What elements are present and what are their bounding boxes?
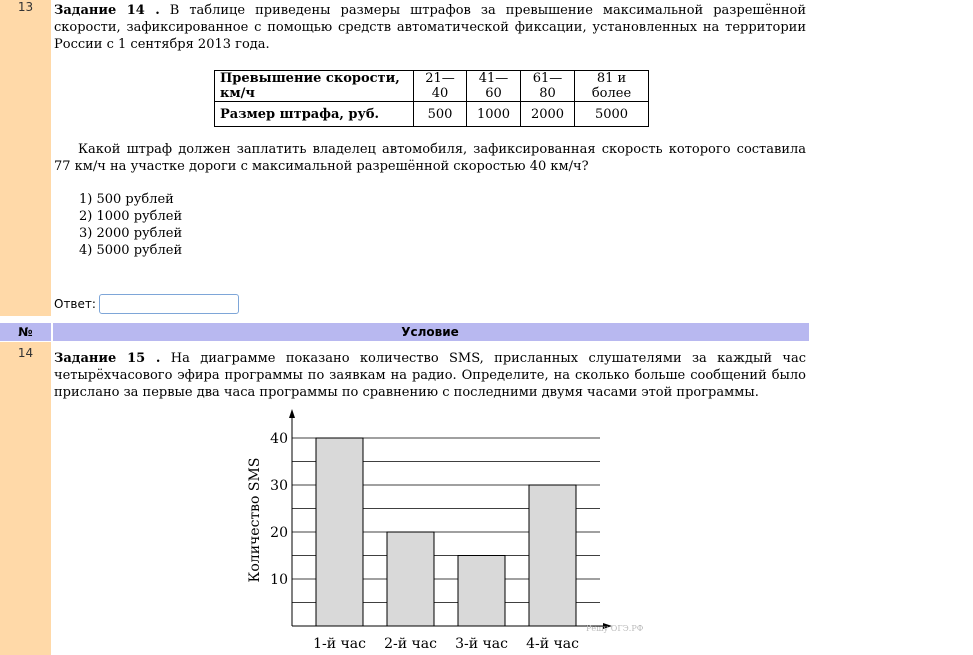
- x-tick-label: 4-й час: [526, 636, 579, 652]
- task-number-13: 13: [17, 0, 34, 14]
- y-axis-arrow: [289, 409, 295, 418]
- answer-label: Ответ:: [54, 297, 96, 311]
- task14-title: Задание 15 .: [54, 351, 161, 366]
- task13-text: В таблице приведены размеры штрафов за превышение максимальной разрешённой скорости, зафиксированное с помощью средств автоматической фиксации, установленных на территории России с 1 сентября 2013 года.: [54, 3, 806, 52]
- task13-title: Задание 14 .: [54, 3, 160, 18]
- table-row-label: Превышение скорости, км/ч: [215, 71, 414, 102]
- option-1: 1) 500 рублей: [79, 192, 174, 207]
- x-tick-labels: [313, 636, 579, 652]
- fines-table: [214, 70, 649, 127]
- table-cell: 2000: [521, 102, 575, 127]
- table-cell: 61—80: [521, 71, 575, 102]
- task14-statement: [54, 350, 806, 401]
- y-tick-label: 40: [270, 431, 288, 447]
- table-row: [215, 102, 649, 127]
- option-3: 3) 2000 рублей: [79, 226, 183, 241]
- bar-3: [458, 556, 505, 627]
- x-tick-label: 1-й час: [313, 636, 366, 652]
- answer-input[interactable]: [99, 294, 239, 314]
- y-tick-labels: [270, 431, 288, 588]
- y-axis-label: Количество SMS: [247, 457, 263, 583]
- x-tick-label: 3-й час: [455, 636, 508, 652]
- table-cell: 1000: [467, 102, 521, 127]
- y-tick-label: 10: [270, 572, 288, 588]
- task-number-cell-14: [0, 342, 51, 655]
- y-tick-label: 30: [270, 478, 288, 494]
- table-cell: 41—60: [467, 71, 521, 102]
- task13-question: Какой штраф должен заплатить владелец автомобиля, зафиксированная скорость которого составила 77 км/ч на участке дороги с максимальной разрешённой скоростью 40 км/ч?: [54, 142, 806, 174]
- task14-text: На диаграмме показано количество SMS, присланных слушателями за каждый час четырёхчасового эфира программы по заявкам на радио. Определите, на сколько больше сообщений было прислано за первые два часа программы по сравнению с последними двумя часами этой программы.: [54, 351, 807, 400]
- table-cell: 5000: [575, 102, 649, 127]
- answer-options: [79, 191, 182, 259]
- condition-header: [0, 323, 809, 341]
- header-title: Условие: [401, 325, 459, 339]
- task13-statement: [54, 2, 806, 53]
- watermark: Решу ОГЭ.РФ: [586, 624, 644, 633]
- table-cell: 81 и более: [575, 71, 649, 102]
- bar-2: [387, 532, 434, 626]
- table-row-label: Размер штрафа, руб.: [215, 102, 414, 127]
- x-tick-label: 2-й час: [384, 636, 437, 652]
- y-tick-label: 20: [270, 525, 288, 541]
- option-2: 2) 1000 рублей: [79, 209, 183, 224]
- bar-4: [529, 485, 576, 626]
- task-number-14: 14: [17, 346, 34, 360]
- table-row: [215, 71, 649, 102]
- bar-1: [316, 438, 363, 626]
- table-cell: 21—40: [414, 71, 467, 102]
- option-4: 4) 5000 рублей: [79, 243, 183, 258]
- table-cell: 500: [414, 102, 467, 127]
- sms-bar-chart: [230, 405, 644, 655]
- header-number: №: [18, 325, 33, 339]
- task-number-cell-13: [0, 0, 51, 316]
